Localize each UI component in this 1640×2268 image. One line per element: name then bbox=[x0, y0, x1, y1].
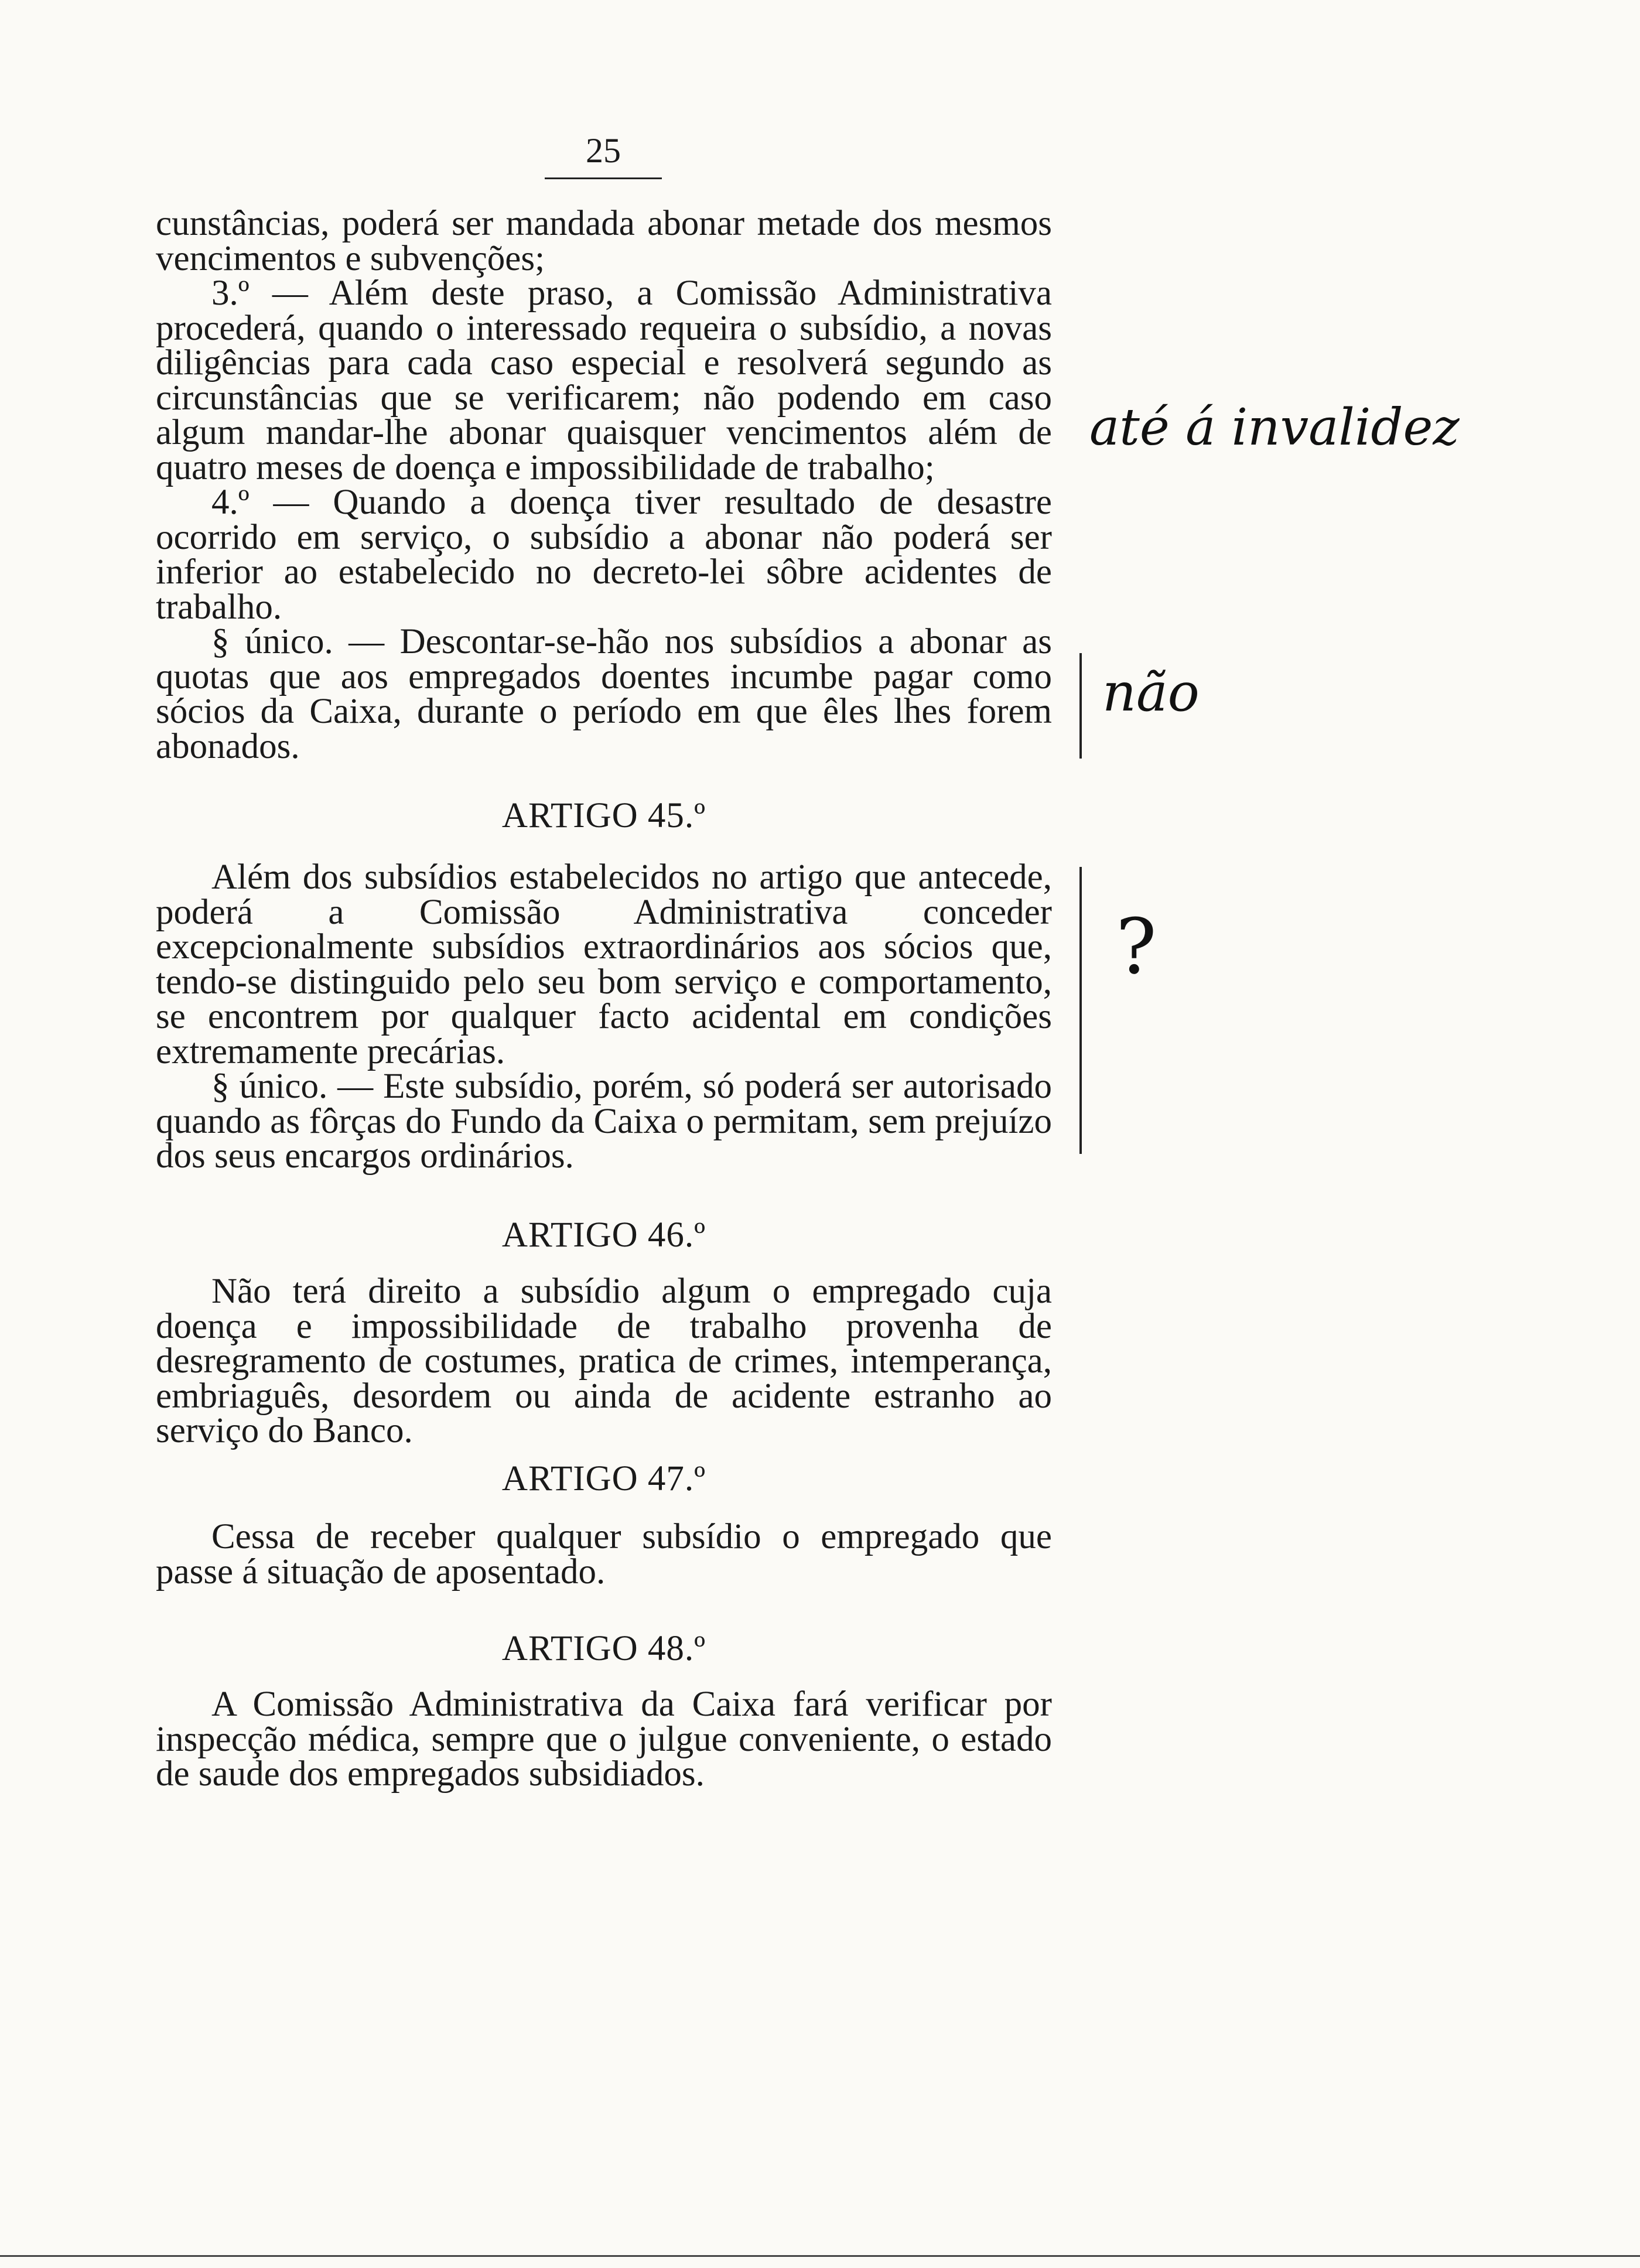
paragraph-item-3: 3.º — Além deste praso, a Comissão Administrativa procederá, quando o interessado requeira o subsídio, a novas diligências para cada caso especial e resolverá segundo as circunstâncias que se verificarem; não podendo em caso algum mandar-lhe abonar quaisquer vencimentos além de quatro meses de doença e impossibilidade de trabalho; bbox=[156, 274, 1052, 487]
paragraph-sole-section: § único. — Descontar-se-hão nos subsídios a abonar as quotas que aos empregados doentes incumbe pagar como sócios da Caixa, durante o período em que êles lhes forem abonados. bbox=[156, 622, 1052, 766]
article-46-paragraph: Não terá direito a subsídio algum o empregado cuja doença e impossibilidade de trabalho provenha de desregramento de costumes, pratica de crimes, intemperança, embriaguês, desordem ou ainda de acidente estranho ao serviço do Banco. bbox=[156, 1272, 1052, 1450]
article-48-paragraph: A Comissão Administrativa da Caixa fará verificar por inspecção médica, sempre que o julgue conveniente, o estado de saude dos empregados subsidiados. bbox=[156, 1685, 1052, 1794]
article-45-heading: ARTIGO 45.º bbox=[501, 796, 706, 835]
article-47-paragraph: Cessa de receber qualquer subsídio o empregado que passe á situação de aposentado. bbox=[156, 1517, 1052, 1591]
paragraph-item-4: 4.º — Quando a doença tiver resultado de desastre ocorrido em serviço, o subsídio a abonar não poderá ser inferior ao estabelecido no decreto-lei sôbre acidentes de trabalho. bbox=[156, 483, 1052, 627]
article-45-sole-section: § único. — Este subsídio, porém, só poderá ser autorisado quando as fôrças do Fundo da Caixa o permitam, sem prejuízo dos seus encargos ordinários. bbox=[156, 1067, 1052, 1176]
article-46-body bbox=[156, 1274, 1052, 1449]
article-48-heading: ARTIGO 48.º bbox=[501, 1629, 706, 1668]
paragraph-continuation: cunstâncias, poderá ser mandada abonar metade dos mesmos vencimentos e subvenções; bbox=[156, 204, 1052, 278]
handwritten-note-no: não bbox=[1102, 662, 1200, 723]
handwritten-note-until-disability: até á invalidez bbox=[1089, 398, 1460, 457]
bottom-page-edge bbox=[0, 2255, 1640, 2257]
article-48-body bbox=[156, 1687, 1052, 1792]
margin-bar-article-45 bbox=[1079, 867, 1082, 1154]
article-47-body bbox=[156, 1519, 1052, 1589]
article-45-body bbox=[156, 860, 1052, 1174]
page-number-rule bbox=[545, 177, 662, 179]
article-47-heading: ARTIGO 47.º bbox=[501, 1459, 706, 1498]
handwritten-question-mark: ? bbox=[1116, 902, 1157, 991]
article-45-paragraph: Além dos subsídios estabelecidos no artigo que antecede, poderá a Comissão Administrativa conceder excepcionalmente subsídios extraordinários aos sócios que, tendo-se distinguido pelo seu bom serviço e comportamento, se encontrem por qualquer facto acidental em condições extremamente precárias. bbox=[156, 858, 1052, 1071]
text-block-continuation bbox=[156, 206, 1052, 764]
page-number: 25 bbox=[586, 131, 621, 170]
article-46-heading: ARTIGO 46.º bbox=[501, 1215, 706, 1255]
margin-bar-sole-section bbox=[1079, 653, 1082, 759]
